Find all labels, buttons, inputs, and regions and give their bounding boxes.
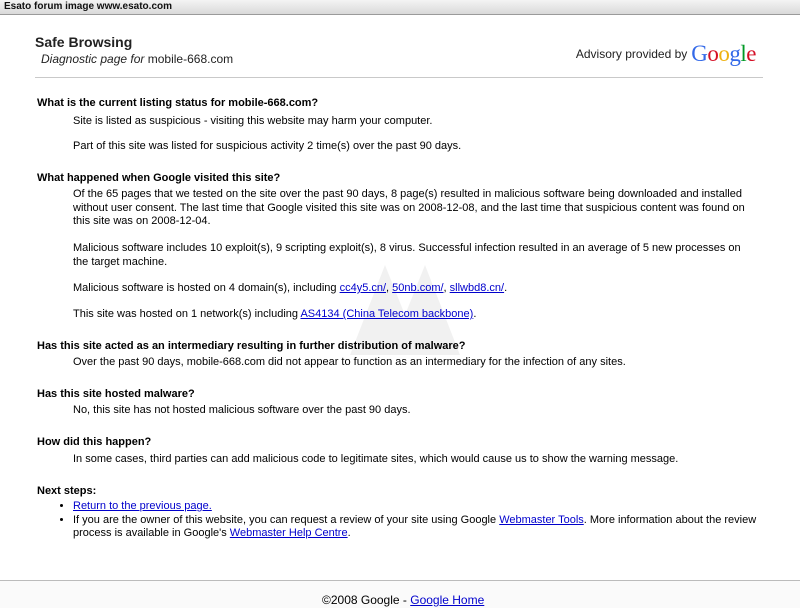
footer-content xyxy=(322,593,484,607)
status-question: What is the current listing status for mobile-668.com? xyxy=(37,97,319,109)
domains-prefix: Malicious software is hosted on 4 domain(s), including xyxy=(73,282,340,294)
hosted-question: Has this site hosted malware? xyxy=(37,388,195,400)
google-logo-letter: l xyxy=(740,41,747,66)
domains-end: . xyxy=(504,282,508,294)
owner-text-3: . xyxy=(347,527,351,539)
help-centre-link[interactable]: Webmaster Help Centre xyxy=(229,527,348,539)
domain-sep-1: , xyxy=(386,282,393,294)
footer xyxy=(0,581,800,608)
status-answer-1: Site is listed as suspicious - visiting this website may harm your computer. xyxy=(73,115,433,127)
page-subtitle xyxy=(41,52,233,66)
google-logo-letter: o xyxy=(718,41,730,66)
webmaster-tools-link[interactable]: Webmaster Tools xyxy=(499,513,584,526)
network-link[interactable]: AS4134 (China Telecom backbone) xyxy=(300,308,474,320)
intermediary-question: Has this site acted as an intermediary resulting in further distribution of malware? xyxy=(37,340,466,352)
page-content xyxy=(0,15,800,580)
google-logo-letter: o xyxy=(707,41,719,66)
next-step-item xyxy=(73,514,773,541)
return-link[interactable]: Return to the previous page. xyxy=(73,500,212,512)
domain-link-1[interactable]: cc4y5.cn/ xyxy=(339,282,387,294)
hosted-answer: No, this site has not hosted malicious software over the past 90 days. xyxy=(73,404,411,416)
visited-domains xyxy=(73,282,753,296)
visited-network xyxy=(73,308,753,322)
subtitle-site: mobile-668.com xyxy=(147,52,234,66)
google-logo-letter: g xyxy=(729,41,741,66)
advisory xyxy=(576,42,756,65)
owner-text-1: If you are the owner of this website, you can request a review of your site using Google xyxy=(73,513,500,526)
status-answer-2: Part of this site was listed for suspicious activity 2 time(s) over the past 90 days. xyxy=(73,140,462,152)
next-step-item xyxy=(73,500,773,514)
next-steps-list xyxy=(58,500,773,541)
advisory-label: Advisory provided by xyxy=(575,47,688,61)
google-logo-letter: e xyxy=(746,41,756,66)
how-question: How did this happen? xyxy=(37,436,152,448)
network-prefix: This site was hosted on 1 network(s) including xyxy=(73,308,301,320)
google-logo xyxy=(691,42,756,65)
subtitle-label: Diagnostic page for xyxy=(41,52,145,66)
owner-text-2: . More information about the review process is available in Google's xyxy=(73,513,757,539)
domain-link-3[interactable]: sllwbd8.cn/ xyxy=(449,282,505,294)
next-steps-heading: Next steps: xyxy=(37,485,97,497)
visited-answer-1: Of the 65 pages that we tested on the site over the past 90 days, 8 page(s) resulted in malicious software being downloaded and installed without user consent. The last time that Google visited this site was on 2008-12-08, and the last time that suspicious content was found on this site was on 2008-12-04. xyxy=(73,188,745,227)
google-logo-letter: G xyxy=(691,41,708,66)
how-answer: In some cases, third parties can add malicious code to legitimate sites, which would cause us to show the warning message. xyxy=(73,453,679,465)
header-divider xyxy=(35,77,763,78)
intermediary-answer: Over the past 90 days, mobile-668.com did not appear to function as an intermediary for the infection of any sites. xyxy=(73,356,626,368)
visited-question: What happened when Google visited this site? xyxy=(37,172,281,184)
google-home-link[interactable]: Google Home xyxy=(410,593,485,607)
visited-answer-2: Malicious software includes 10 exploit(s), 9 scripting exploit(s), 8 virus. Successful infection resulted in an average of 5 new processes on the target machine. xyxy=(73,242,741,268)
domain-link-2[interactable]: 50nb.com/ xyxy=(392,282,444,294)
domain-sep-2: , xyxy=(443,282,450,294)
footer-copyright: ©2008 Google - xyxy=(322,593,411,607)
page-title: Safe Browsing xyxy=(35,34,133,50)
banner-text: Esato forum image www.esato.com xyxy=(4,1,173,12)
network-end: . xyxy=(473,308,477,320)
forum-banner xyxy=(0,0,800,15)
